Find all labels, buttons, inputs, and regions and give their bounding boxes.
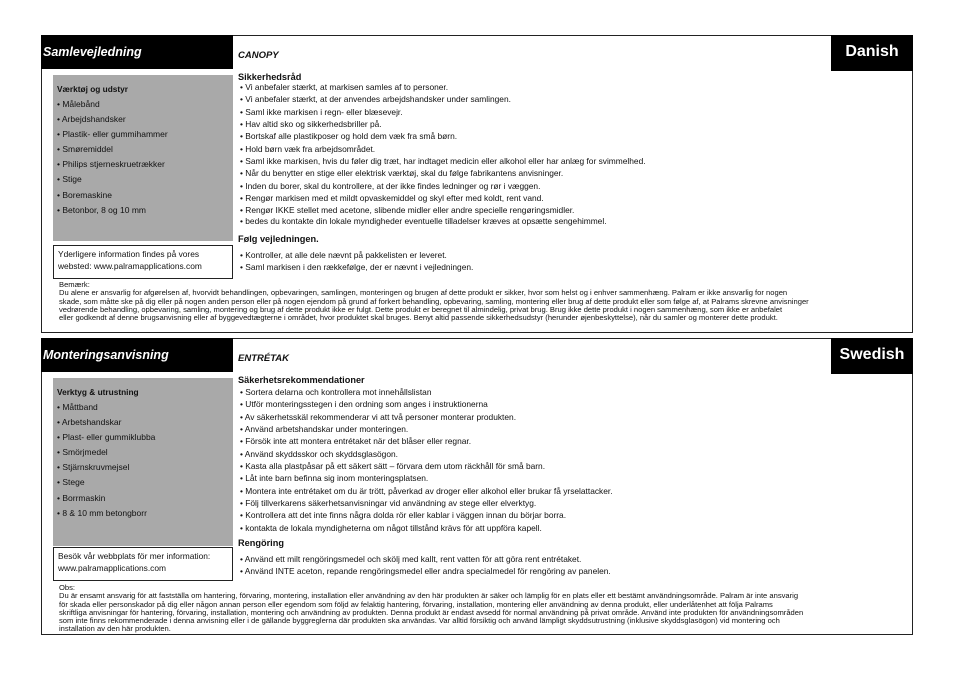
danish-safety-list — [240, 81, 646, 226]
danish-note-line: Du alene er ansvarlig for afgørelsen af, hvorvidt behandlingen, opbevaringen, samlingen, monteringen og brugen af dette produkt er sikker, hvor som helst og i enhver sammenhæng. Palram er ikke ansvarlig for nogen — [59, 288, 788, 298]
swedish-note-line: installation av den här produkten. — [59, 624, 171, 634]
danish-note-line: skade, som måtte ske på dig eller på nogen anden person eller på nogen ejendom på grund af forkert behandling, opbevaring, samling, montering eller brug af dette produkt eller som følge af, at Palrams skrevne anvisninger — [59, 296, 809, 306]
danish-tools-title: Værktøj og udstyr — [57, 84, 128, 94]
danish-safety-item: • Saml ikke markisen, hvis du føler dig træt, har indtaget medicin eller alkohol eller har anlæg for svimmelhed. — [240, 155, 646, 167]
swedish-header: Monteringsanvisning — [41, 338, 233, 372]
swedish-safety-item: • kontakta de lokala myndigheterna om något tillstånd krävs för att uppföra kapell. — [240, 522, 613, 534]
danish-note-line: vedrørende behandling, opbevaring, samling, montering og brug af dette produkt ikke er fulgt. Dette produkt er beregnet til almindelig, privat brug. Brug ikke dette produkt i nogen sammenhæng, som ikke er anbefalet — [59, 304, 783, 314]
swedish-safety-item: • Använd arbetshandskar under monteringen. — [240, 423, 613, 435]
swedish-note-line: Du är ensamt ansvarig för att fastställa om hantering, förvaring, montering, installation eller användning av den här produkten är säker och lämplig för en plats eller ett bestämt användningsområde. Palram är inte ansvarig — [59, 591, 799, 601]
danish-header: Samlevejledning — [41, 35, 233, 69]
swedish-tool-item: • Stjärnskruvmejsel — [57, 460, 233, 475]
danish-tool-item: • Målebånd — [57, 97, 233, 112]
swedish-language-label: Swedish — [831, 338, 913, 374]
danish-safety-item: • Rengør markisen med et mildt opvaskemiddel og skyl efter med koldt, rent vand. — [240, 192, 646, 204]
danish-safety-item: • Hav altid sko og sikkerhedsbriller på. — [240, 118, 646, 130]
swedish-panel — [41, 338, 913, 635]
swedish-clean-title: Rengöring — [238, 538, 284, 548]
danish-note — [59, 281, 895, 322]
danish-safety-item: • Vi anbefaler stærkt, at der anvendes arbejdshandsker under samlingen. — [240, 93, 646, 105]
swedish-safety-item: • Kontrollera att det inte finns några dolda rör eller kablar i väggen innan du börjar borra. — [240, 509, 613, 521]
swedish-note-line: som inte finns rekommenderade i denna anvisning eller i de gällande byggreglerna där produkten ska användas. Var alltid försiktig och använd lämpligt skyddsutrustning (inklusive skyddsglasögon) vid montering och — [59, 616, 780, 626]
swedish-safety-item: • Av säkerhetsskäl rekommenderar vi att två personer monterar produkten. — [240, 411, 613, 423]
swedish-safety-title: Säkerhetsrekommendationer — [238, 375, 365, 385]
danish-language-label: Danish — [831, 35, 913, 71]
danish-tool-item: • Smøremiddel — [57, 142, 233, 157]
swedish-tools-box — [53, 378, 233, 546]
danish-product-name: CANOPY — [238, 50, 279, 61]
danish-follow-item: • Kontroller, at alle dele nævnt på pakkelisten er leveret. — [240, 249, 473, 261]
danish-safety-item: • Inden du borer, skal du kontrollere, at der ikke findes ledninger og rør i væggen. — [240, 180, 646, 192]
swedish-safety-item: • Försök inte att montera entrétaket när det blåser eller regnar. — [240, 435, 613, 447]
swedish-note-line: för skada eller personskador på dig eller någon annan person eller egendom som följd av felaktig hantering, förvaring, installation, montering eller användning av denna produkt, eller underlåtenhet att följa Palrams — [59, 599, 773, 609]
swedish-clean-list — [240, 553, 611, 578]
danish-follow-list — [240, 249, 473, 274]
danish-safety-item: • Saml ikke markisen i regn- eller blæsevejr. — [240, 106, 646, 118]
danish-follow-item: • Saml markisen i den rækkefølge, der er nævnt i vejledningen. — [240, 261, 473, 273]
danish-note-title: Bemærk: — [59, 280, 90, 289]
danish-note-line: eller godkendt af denne brugsanvisning eller af byggevedtægterne i området, hvor produktet skal bruges. Benyt altid passende sikkerhedsudstyr (herunder øjenbeskyttelse), når du samler og monterer dette produkt. — [59, 313, 778, 323]
swedish-info-box: Besök vår webbplats för mer information: www.palramapplications.com — [53, 547, 233, 581]
danish-safety-item: • Rengør IKKE stellet med acetone, slibende midler eller andre specielle rengøringsmidler. — [240, 204, 646, 216]
swedish-product-name: ENTRÉTAK — [238, 353, 290, 364]
swedish-safety-item: • Låt inte barn befinna sig inom monteringsplatsen. — [240, 472, 613, 484]
danish-tool-item: • Betonbor, 8 og 10 mm — [57, 203, 233, 218]
swedish-safety-item: • Använd skyddsskor och skyddsglasögon. — [240, 448, 613, 460]
swedish-tool-item: • Måttband — [57, 400, 233, 415]
danish-panel — [41, 35, 913, 333]
danish-safety-item: • Vi anbefaler stærkt, at markisen samles af to personer. — [240, 81, 646, 93]
danish-safety-item: • bedes du kontakte din lokale myndigheder eventuelle tilladelser kræves at opsætte sengehimmel. — [240, 217, 646, 226]
swedish-tool-item: • Borrmaskin — [57, 491, 233, 506]
swedish-safety-list — [240, 386, 613, 534]
swedish-clean-item: • Använd INTE aceton, repande rengöringsmedel eller andra specialmedel för rengöring av panelen. — [240, 565, 611, 577]
swedish-tools-title: Verktyg & utrustning — [57, 387, 139, 397]
swedish-clean-item: • Använd ett milt rengöringsmedel och skölj med kallt, rent vatten för att göra rent entrétaket. — [240, 553, 611, 565]
swedish-tool-item: • Arbetshandskar — [57, 415, 233, 430]
danish-tool-item: • Philips stjerneskruetrækker — [57, 157, 233, 172]
swedish-note — [59, 584, 895, 634]
swedish-safety-item: • Utför monteringsstegen i den ordning som anges i instruktionerna — [240, 398, 613, 410]
danish-tool-item: • Arbejdshandsker — [57, 112, 233, 127]
danish-follow-title: Følg vejledningen. — [238, 234, 319, 244]
swedish-tool-item: • Smörjmedel — [57, 445, 233, 460]
swedish-safety-item: • Sortera delarna och kontrollera mot innehållslistan — [240, 386, 613, 398]
swedish-note-line: skriftliga anvisningar för hantering, förvaring, installation, montering och användning av produkten. Denna produkt är endast avsedd för normal användning på privat område. Använd inte produkten för användningsområden — [59, 607, 804, 617]
swedish-tool-item: • Plast- eller gummiklubba — [57, 430, 233, 445]
danish-safety-item: • Når du benytter en stige eller elektrisk værktøj, skal du følge fabrikantens anvisninger. — [240, 167, 646, 179]
danish-tool-item: • Boremaskine — [57, 188, 233, 203]
danish-tool-item: • Stige — [57, 172, 233, 187]
swedish-note-title: Obs: — [59, 583, 76, 592]
swedish-safety-item: • Montera inte entrétaket om du är trött, påverkad av droger eller alkohol eller brukar få yrselattacker. — [240, 485, 613, 497]
danish-info-box: Yderligere information findes på vores websted: www.palramapplications.com — [53, 245, 233, 279]
swedish-safety-item: • Kasta alla plastpåsar på ett säkert sätt – förvara dem utom räckhåll för små barn. — [240, 460, 613, 472]
swedish-tool-item: • 8 & 10 mm betongborr — [57, 506, 233, 521]
swedish-safety-item: • Följ tillverkarens säkerhetsanvisningar vid användning av stege eller elverktyg. — [240, 497, 613, 509]
danish-safety-item: • Hold børn væk fra arbejdsområdet. — [240, 143, 646, 155]
danish-tool-item: • Plastik- eller gummihammer — [57, 127, 233, 142]
danish-safety-title: Sikkerhedsråd — [238, 72, 302, 82]
danish-safety-item: • Bortskaf alle plastikposer og hold dem væk fra små børn. — [240, 130, 646, 142]
swedish-tool-item: • Stege — [57, 475, 233, 490]
danish-tools-box — [53, 75, 233, 241]
